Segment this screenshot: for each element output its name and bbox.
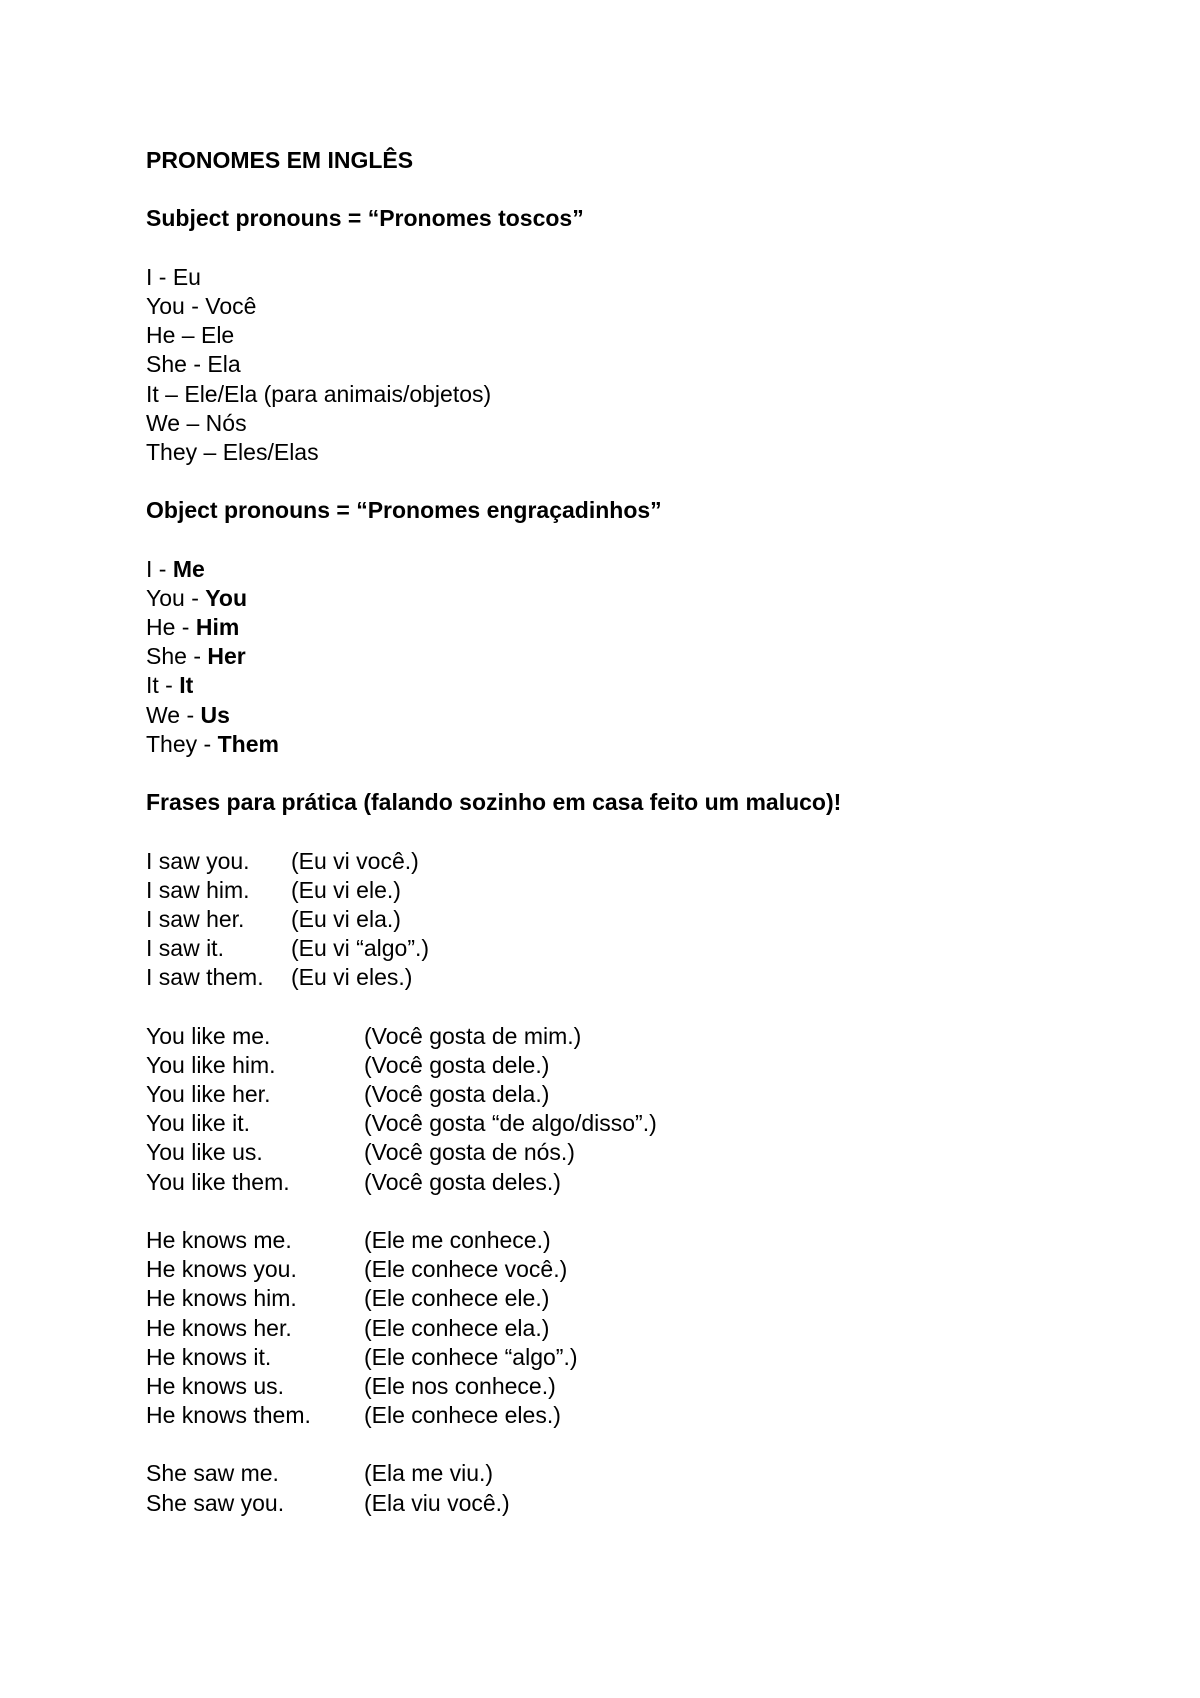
subject-pronouns-heading: Subject pronouns = “Pronomes toscos”	[146, 205, 584, 232]
object-pronoun-row	[146, 671, 1106, 700]
portuguese-translation: (Ela viu você.)	[364, 1489, 510, 1516]
object-form: Me	[172, 555, 205, 582]
english-sentence: I saw you.	[146, 847, 250, 874]
english-sentence: You like us.	[146, 1139, 263, 1166]
practice-group-i-saw	[146, 847, 1106, 993]
spacer	[146, 1197, 1106, 1226]
object-pronouns-heading: Object pronouns = “Pronomes engraçadinhos”	[146, 497, 662, 524]
portuguese-translation: (Ele conhece você.)	[364, 1256, 568, 1283]
portuguese-translation: (Você gosta de nós.)	[364, 1139, 575, 1166]
separator: -	[180, 701, 201, 728]
practice-sentence	[146, 1489, 1106, 1518]
spacer	[146, 759, 1106, 788]
separator: –	[175, 322, 201, 349]
subject-pronoun-row	[146, 380, 1106, 409]
portuguese-translation: (Ele nos conhece.)	[364, 1372, 556, 1399]
english-sentence: He knows him.	[146, 1285, 297, 1312]
subject-form: You	[146, 584, 185, 611]
subject-pronoun-row	[146, 409, 1106, 438]
object-pronoun-row	[146, 555, 1106, 584]
portuguese-translation: (Eu vi ele.)	[291, 876, 401, 903]
subject-pronoun-row	[146, 321, 1106, 350]
spacer	[146, 467, 1106, 496]
object-pronouns-list	[146, 555, 1106, 759]
spacer	[146, 1430, 1106, 1459]
portuguese-translation: (Eu vi você.)	[291, 847, 419, 874]
portuguese-translation: (Você gosta dela.)	[364, 1081, 550, 1107]
english-sentence: You like it.	[146, 1110, 250, 1137]
practice-sentence	[146, 1138, 1106, 1167]
document-body	[146, 146, 1106, 1518]
practice-sentence	[146, 1401, 1106, 1430]
portuguese-translation: (Ele conhece “algo”.)	[364, 1343, 578, 1370]
subject-pronoun-row	[146, 438, 1106, 467]
practice-group-she-saw	[146, 1459, 1106, 1517]
object-form: You	[205, 584, 247, 611]
portuguese-pronoun: Você	[205, 292, 257, 319]
portuguese-translation: (Ele me conhece.)	[364, 1226, 551, 1253]
object-pronoun-row	[146, 730, 1106, 759]
portuguese-translation: (Ele conhece ele.)	[364, 1285, 550, 1312]
separator: -	[158, 672, 180, 699]
portuguese-pronoun: Eles/Elas	[222, 438, 319, 465]
practice-sentence	[146, 1051, 1106, 1080]
portuguese-translation: (Você gosta “de algo/disso”.)	[364, 1110, 657, 1137]
practice-sentence	[146, 1255, 1106, 1284]
practice-sentence	[146, 1168, 1106, 1197]
practice-sentence	[146, 1314, 1106, 1343]
separator: -	[197, 730, 218, 757]
portuguese-pronoun: Nós	[205, 409, 247, 436]
portuguese-translation: (Ele conhece ela.)	[364, 1314, 550, 1341]
practice-sentence	[146, 1080, 1106, 1109]
english-sentence: You like me.	[146, 1022, 271, 1049]
subject-pronoun-row	[146, 292, 1106, 321]
english-sentence: He knows it.	[146, 1343, 272, 1370]
separator: -	[152, 555, 173, 582]
portuguese-translation: (Eu vi “algo”.)	[291, 935, 430, 962]
english-sentence: He knows her.	[146, 1314, 292, 1341]
subject-pronouns-list	[146, 263, 1106, 467]
spacer	[146, 525, 1106, 554]
object-form: Them	[217, 730, 279, 757]
separator: -	[184, 584, 206, 611]
spacer	[146, 175, 1106, 204]
object-form: It	[179, 672, 194, 699]
english-pronoun: You	[146, 292, 185, 319]
english-sentence: I saw them.	[146, 964, 264, 991]
subject-form: They	[146, 730, 198, 757]
object-pronoun-row	[146, 642, 1106, 671]
spacer	[146, 992, 1106, 1021]
subject-form: We	[146, 701, 181, 728]
english-sentence: He knows them.	[146, 1402, 311, 1429]
practice-sentence	[146, 847, 1106, 876]
practice-sentence	[146, 1284, 1106, 1313]
separator: -	[184, 292, 206, 319]
object-form: Him	[195, 614, 240, 640]
practice-sentence	[146, 1372, 1106, 1401]
object-form: Us	[200, 701, 230, 728]
english-pronoun: She	[146, 351, 187, 378]
separator: -	[186, 643, 208, 670]
spacer	[146, 817, 1106, 846]
object-form: Her	[207, 643, 246, 670]
english-sentence: She saw me.	[146, 1460, 279, 1487]
english-sentence: You like them.	[146, 1168, 290, 1195]
subject-pronoun-row	[146, 263, 1106, 292]
subject-form: She	[146, 643, 187, 670]
separator: –	[158, 380, 185, 407]
practice-sentence	[146, 1109, 1106, 1138]
portuguese-translation: (Você gosta deles.)	[364, 1168, 561, 1195]
practice-sentence	[146, 876, 1106, 905]
subject-form: It	[146, 672, 159, 699]
english-sentence: I saw him.	[146, 876, 250, 903]
practice-heading: Frases para prática (falando sozinho em casa feito um maluco)!	[146, 789, 842, 816]
practice-sentence	[146, 963, 1106, 992]
english-pronoun: We	[146, 409, 181, 436]
portuguese-translation: (Você gosta de mim.)	[364, 1022, 582, 1049]
english-pronoun: He	[146, 322, 176, 349]
subject-pronoun-row	[146, 350, 1106, 379]
english-sentence: I saw her.	[146, 905, 245, 932]
portuguese-translation: (Eu vi ela.)	[291, 905, 401, 932]
portuguese-translation: (Ele conhece eles.)	[364, 1402, 561, 1429]
subject-form: He	[146, 614, 176, 640]
practice-sentence	[146, 1343, 1106, 1372]
english-pronoun: I	[146, 263, 153, 290]
portuguese-translation: (Ela me viu.)	[364, 1460, 494, 1487]
english-sentence: He knows me.	[146, 1226, 292, 1253]
subject-form: I	[146, 555, 153, 582]
practice-sentence	[146, 1459, 1106, 1488]
separator: –	[197, 438, 223, 465]
practice-sentence	[146, 905, 1106, 934]
practice-sentence	[146, 1022, 1106, 1051]
separator: -	[175, 614, 196, 640]
english-sentence: He knows us.	[146, 1372, 285, 1399]
english-sentence: You like him.	[146, 1051, 276, 1078]
practice-sentence	[146, 934, 1106, 963]
portuguese-pronoun: Eu	[172, 263, 201, 290]
portuguese-pronoun: Ele	[200, 322, 235, 349]
object-pronoun-row	[146, 584, 1106, 613]
separator: –	[180, 409, 206, 436]
english-pronoun: They	[146, 438, 198, 465]
english-sentence: I saw it.	[146, 935, 224, 962]
portuguese-pronoun: Ele/Ela (para animais/objetos)	[184, 380, 492, 407]
practice-sentence	[146, 1226, 1106, 1255]
english-pronoun: It	[146, 380, 159, 407]
document-title: PRONOMES EM INGLÊS	[146, 147, 414, 173]
portuguese-translation: (Eu vi eles.)	[291, 964, 413, 991]
object-pronoun-row	[146, 613, 1106, 642]
english-sentence: She saw you.	[146, 1489, 285, 1516]
object-pronoun-row	[146, 701, 1106, 730]
separator: -	[152, 263, 173, 290]
spacer	[146, 234, 1106, 263]
separator: -	[186, 351, 208, 378]
portuguese-translation: (Você gosta dele.)	[364, 1051, 550, 1078]
english-sentence: You like her.	[146, 1081, 271, 1107]
practice-group-you-like	[146, 1022, 1106, 1197]
portuguese-pronoun: Ela	[207, 351, 241, 378]
english-sentence: He knows you.	[146, 1256, 297, 1283]
practice-group-he-knows	[146, 1226, 1106, 1430]
